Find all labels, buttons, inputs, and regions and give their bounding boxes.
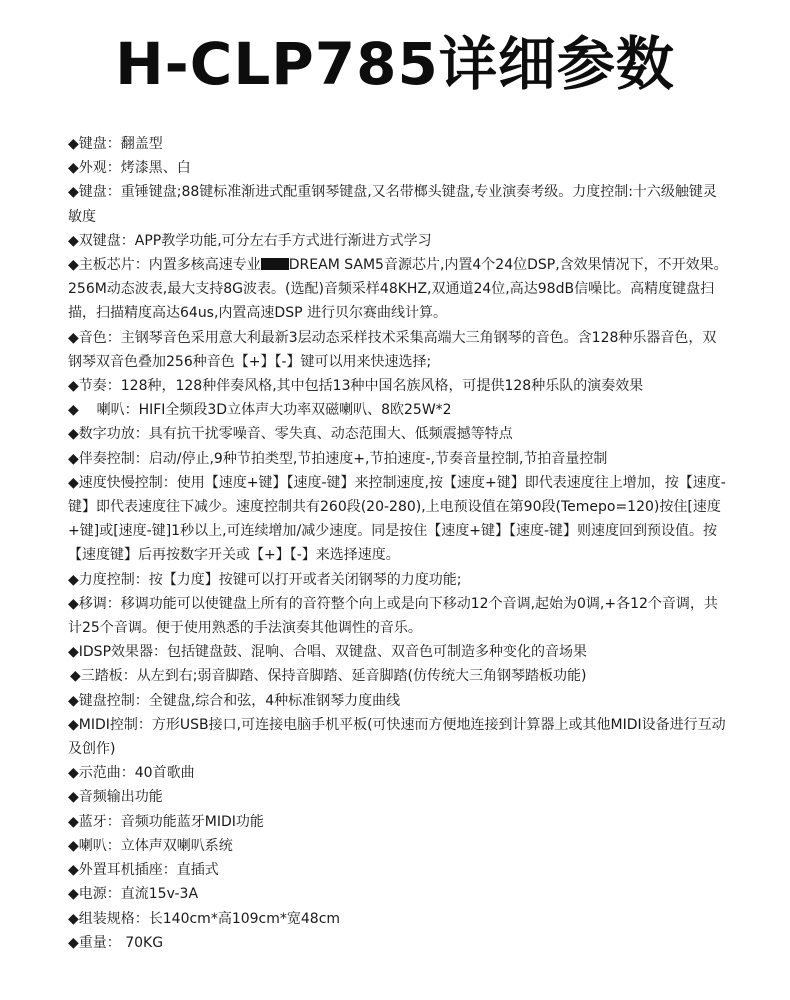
spec-item-transpose: ◆移调：移调功能可以使键盘上所有的音符整个向上或是向下移动12个音调,起始为0调,+各12个音调，共计25个音调。便于使用熟悉的手法演奏其他调性的音乐。 [68,595,718,637]
spec-item-keyboard-control: ◆键盘控制：全键盘,综合和弦，4种标准钢琴力度曲线 [68,692,401,709]
spec-item-midi: ◆MIDI控制：方形USB接口,可连接电脑手机平板(可快速而方便地连接到计算器上或其他MIDI设备进行互动及创作) [68,716,726,758]
spec-item-tone: ◆音色：主钢琴音色采用意大利最新3层动态采样技术采集高端大三角钢琴的音色。含128种乐器音色，双钢琴双音色叠加256种音色【+】【-】键可以用来快速选择; [68,329,717,370]
spec-item-demo-songs: ◆示范曲：40首歌曲 [68,765,195,782]
spec-item-appearance: ◆外观：烤漆黑、白 [68,160,191,177]
page-title: H-CLP785详细参数 [115,30,675,98]
spec-item-audio-output: ◆音频输出功能 [68,789,163,806]
spec-item-speaker: ◆ 喇叭：HIFI全频段3D立体声大功率双磁喇叭、8欧25W*2 [68,402,452,419]
spec-item-rhythm: ◆节奏：128种，128种伴奏风格,其中包括13种中国名族风格，可提供128种乐队的演奏效果 [68,378,644,395]
spec-item-dual-keyboard: ◆双键盘：APP教学功能,可分左右手方式进行渐进方式学习 [68,232,432,249]
spec-item-tempo-control: ◆速度快慢控制：使用【速度+键】【速度-键】来控制速度,按【速度+键】即代表速度往上增加，按【速度-键】即代表速度往下减少。速度控制共有260段(20-280),上电预设值在第90段(Temepo=120)按住[速度+键]或[速度-键]1秒以上,可连续增加/减少速度。同是按住【速度+键】【速度-键】则速度回到预设值。按【速度键】后再按数字开关或【+】【-】来选择速度。 [68,474,726,564]
spec-list [68,132,730,955]
spec-chip-label: ◆主板芯片：内置多核高速专业 [68,257,261,274]
spec-item-pedals: ◆三踏板：从左到右;弱音脚踏、保持音脚踏、延音脚踏(仿传统大三角钢琴踏板功能) [70,668,587,685]
spec-item-power: ◆电源：直流15v-3A [68,886,199,903]
spec-item-headphone-jack: ◆外置耳机插座：直插式 [68,862,219,879]
spec-item-keyboard: ◆键盘：重锤键盘;88键标准渐进式配重钢琴键盘,又名带榔头键盘,专业演奏考级。力度控制:十六级触键灵敏度 [68,184,717,225]
redaction-block [261,258,289,270]
spec-item-weight: ◆重量： 70KG [68,934,164,951]
spec-item-accompaniment: ◆伴奏控制：启动/停止,9种节拍类型,节拍速度+,节拍速度-,节奏音量控制,节拍音量控制 [68,450,608,467]
spec-item-velocity: ◆力度控制：按【力度】按键可以打开或者关闭钢琴的力度功能; [68,571,462,588]
spec-item-dsp-effects: ◆IDSP效果器：包括键盘鼓、混响、合唱、双键盘、双音色可制造多种变化的音场果 [68,644,588,661]
spec-item-keyboard-type: ◆键盘：翻盖型 [68,136,163,152]
spec-item-speakers: ◆喇叭：立体声双喇叭系统 [68,837,233,854]
spec-item-amplifier: ◆数字功放：具有抗干扰零噪音、零失真、动态范围大、低频震撼等特点 [68,426,513,443]
spec-chip-text: DREAM SAM5音源芯片,内置4个24位DSP,含效果情况下，不开效果。256M动态波表,最大支持8G波表。(选配)音频采样48KHZ,双通道24位,高达98dB信噪比。高精度键盘扫描，扫描精度高达64us,内置高速DSP 进行贝尔赛曲线计算。 [68,257,728,322]
spec-item-bluetooth: ◆蓝牙：音频功能蓝牙MIDI功能 [68,813,264,830]
spec-item-mainboard-chip [68,253,730,326]
spec-item-dimensions: ◆组装规格：长140cm*高109cm*宽48cm [68,910,341,927]
